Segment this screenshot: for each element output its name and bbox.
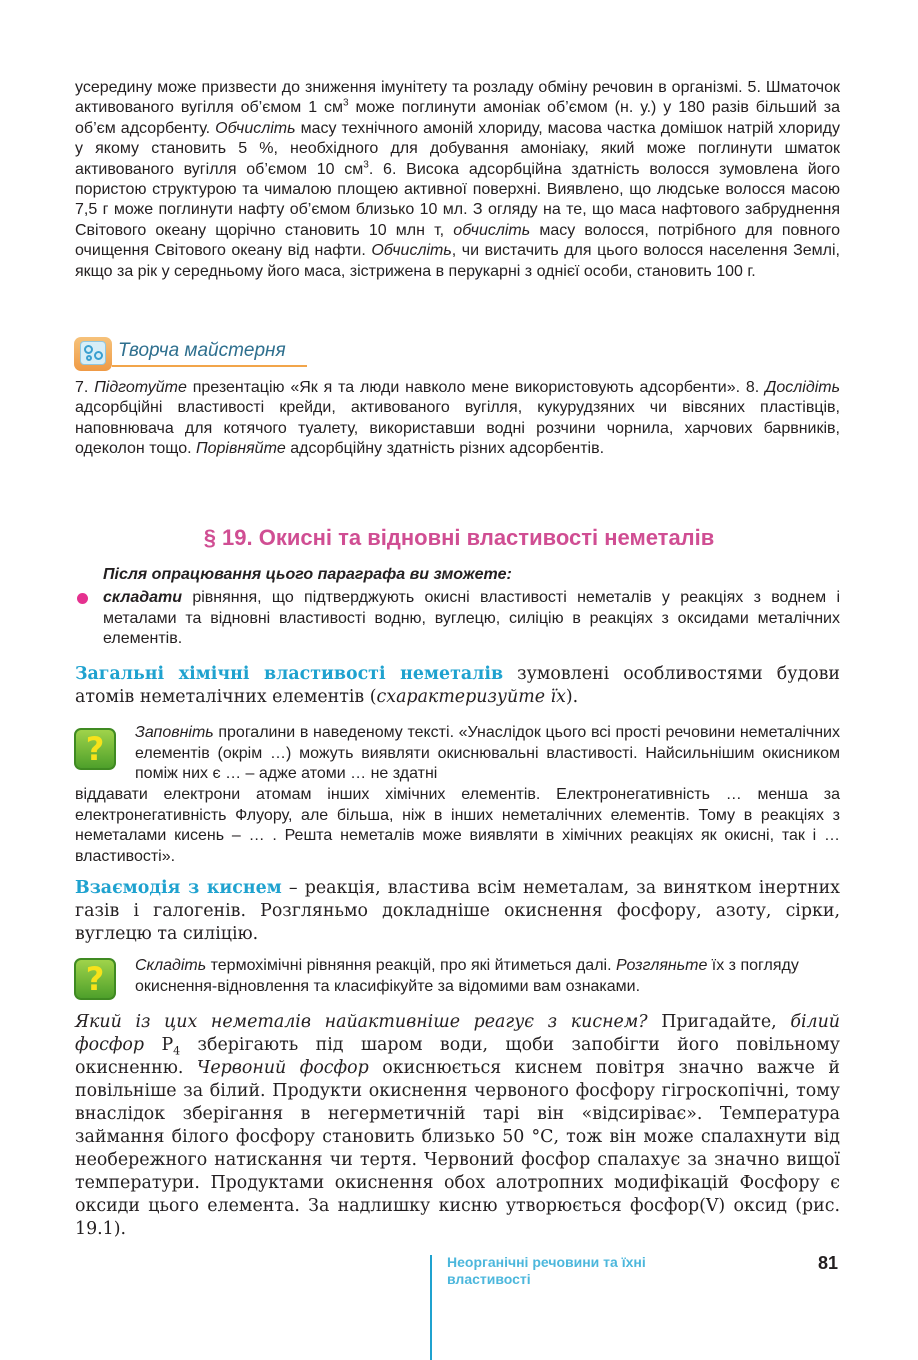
task-fill-gaps: Заповніть прогалини в наведеному тексті. «Унаслідок цього всі прості речовини неметалічних елементів (окрім …) можуть виявляти окиснювальні властивості. Найсильнішим окисником поміж них є … – адже атоми … не здатні — [135, 724, 840, 783]
learning-goals-title: Після опрацювання цього параграфа ви зможете: — [103, 566, 512, 583]
section-heading: § 19. Окисні та відновні властивості неметалів — [203, 525, 715, 550]
learning-goal-item: складати рівняння, що підтверджують окисні властивості неметалів у реакціях з воднем і металами та відновні властивості водню, вуглецю, силіцію в реакціях з оксидами металічних елементів. — [103, 589, 840, 648]
bullet-icon — [77, 593, 88, 604]
task-fill-gaps-continued: віддавати електрони атомам інших хімічних елементів. Електронегативність … менша за електронегативність Флуору, але більша, ніж в інших неметалічних елементів. Тому в реакціях з неметалами кисень – … . Решта неметалів може виявляти в хімічних реакціях як окисні, так і … властивості». — [75, 786, 840, 865]
paragraph-oxygen-interaction: Взаємодія з киснем – реакція, властива всім неметалам, за винятком інертних газів і галогенів. Розгляньмо докладніше окиснення фосфору, азоту, сірки, вуглецю та силіцію. — [75, 878, 840, 944]
question-icon: ? — [74, 958, 116, 1000]
paragraph-exercises-7-8: 7. Підготуйте презентацію «Як я та люди навколо мене використовують адсорбенти». 8. Дослідіть адсорбційні властивості крейди, активованого вугілля, кукурудзяних чи вівсяних пластівців, наповнювача для котячого туалету, використавши водні розчини чорнила, харчових барвників, одеколон тощо. Порівняйте адсорбційну здатність різних адсорбентів. — [75, 379, 840, 458]
question-icon: ? — [74, 728, 116, 770]
creative-workshop-title: Творча майстерня — [118, 340, 286, 361]
footer-chapter-title: Неорганічні речовини та їхні властивості — [447, 1254, 646, 1287]
paragraph-phosphorus: Який із цих неметалів найактивніше реагує з киснем? Пригадайте, білий фосфор $P_4$ зберігають під шаром води, щоби запобігти його повільному окисненню. Червоний фосфор окиснюється киснем повітря значно важче й повільніше за білий. Продукти окиснення червоного фосфору гігроскопічні, тому внаслідок зберігання в негерметичній тарі він «відсиріває». Температура займання білого фосфору становить близько 50 °С, тож він може спалахнути від необережного натискання чи тертя. Червоний фосфор спалахує за значно вищої температури. Продуктами окиснення обох алотропних модифікацій Фосфору є оксиди цього елемента. За надлишку кисню утворюється фосфор(V) оксид (рис. 19.1). — [75, 1012, 840, 1239]
paragraph-general-properties: Загальні хімічні властивості неметалів зумовлені особливостями будови атомів неметалічних елементів (схарактеризуйте їх). — [75, 664, 841, 707]
paragraph-exercises-5-6: усередину може призвести до зниження імунітету та розладу обміну речовин в організмі. 5. Шматочок активованого вугілля об’ємом 1 $см^3$ може поглинути амоніак об’ємом (н. у.) у 180 разів більший за об’єм адсорбенту. Обчисліть масу технічного амоній хлориду, масова частка домішок натрій хлориду у якому становить 5 %, необхідного для добування амоніаку, який може поглинути шматок активованого вугілля об’ємом 10 $см^3$. 6. Висока адсорбційна здатність волосся зумовлена його пористою структурою та чималою площею активної поверхні. Виявлено, що людське волосся масою 7,5 г може поглинути нафту об’ємом близько 10 мл. З огляду на те, що маса нафтового забруднення Світового океану щорічно становить 10 млн т, обчисліть масу волосся, потрібного для повного очищення Світового океану від нафти. Обчисліть, чи вистачить для цього волосся населення Землі, якщо за рік у середньому його маса, зістрижена в перукарні з однієї особи, становить 100 г. — [75, 79, 841, 280]
page-number: 81 — [818, 1253, 839, 1273]
divider — [112, 365, 307, 367]
task-thermochemical: Складіть термохімічні рівняння реакцій, про які йтиметься далі. Розгляньте їх з погляду окиснення-відновлення та класифікуйте за відомими вам ознаками. — [135, 957, 799, 995]
creative-workshop-icon — [74, 337, 112, 371]
footer-divider — [430, 1255, 432, 1360]
